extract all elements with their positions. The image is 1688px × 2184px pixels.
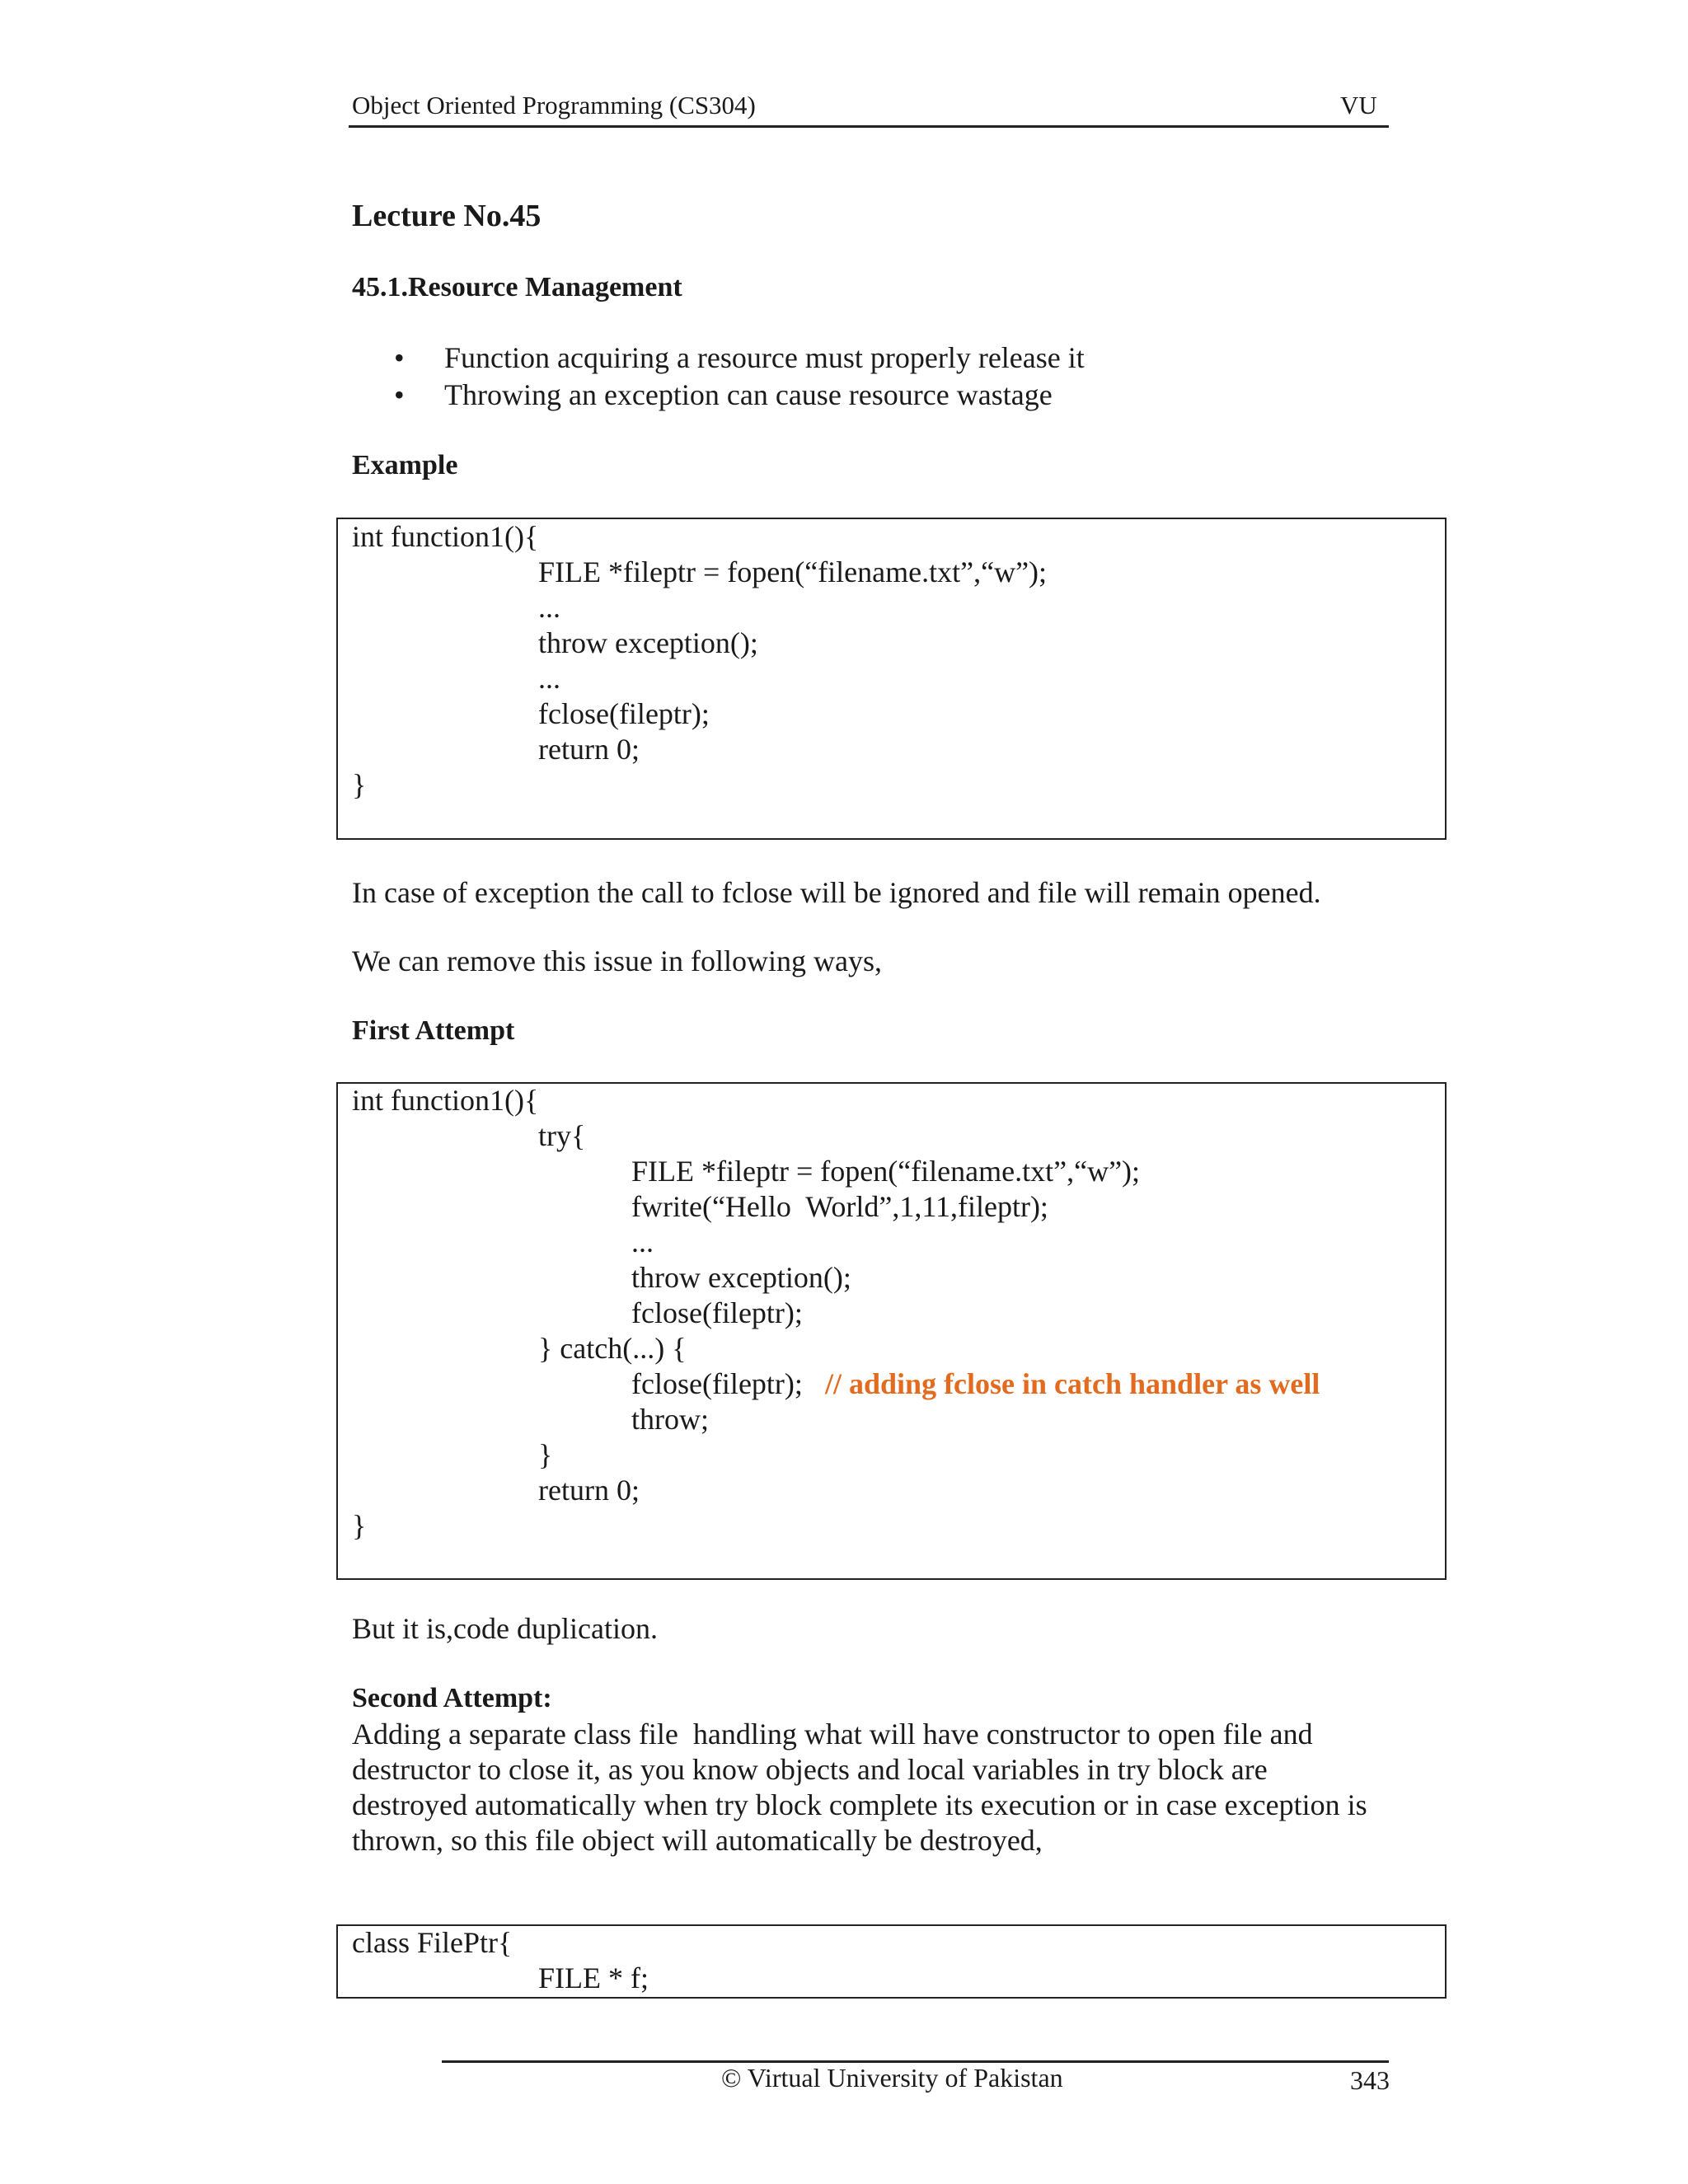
first-attempt-heading: First Attempt (352, 1015, 515, 1046)
bullet-dot: • (394, 341, 405, 374)
code-line: ... (538, 662, 560, 695)
code-line: fclose(fileptr); (631, 1296, 803, 1329)
code-line: fclose(fileptr); (631, 1367, 803, 1400)
example-heading: Example (352, 450, 458, 480)
header-rule (349, 125, 1389, 128)
code-line: int function1(){ (352, 1084, 539, 1117)
code-comment: // adding fclose in catch handler as well (825, 1367, 1320, 1400)
paragraph: But it is,code duplication. (352, 1612, 658, 1645)
lecture-title: Lecture No.45 (352, 199, 542, 233)
code-line: } (538, 1438, 553, 1471)
code-line: int function1(){ (352, 520, 539, 553)
paragraph: We can remove this issue in following ways, (352, 944, 882, 977)
code-line: } catch(...) { (538, 1332, 687, 1365)
code-line: } (352, 1509, 367, 1542)
code-line: FILE * f; (538, 1961, 649, 1994)
paragraph-line: destroyed automatically when try block complete its execution or in case exception is (352, 1788, 1367, 1821)
bullet-item: Function acquiring a resource must properly release it (444, 341, 1085, 374)
code-line: FILE *fileptr = fopen(“filename.txt”,“w”); (631, 1155, 1141, 1188)
code-line: try{ (538, 1119, 586, 1152)
header-course-title: Object Oriented Programming (CS304) (352, 91, 756, 120)
bullet-dot: • (394, 378, 405, 411)
code-line: ... (538, 591, 560, 624)
code-line: throw exception(); (631, 1261, 851, 1294)
paragraph-line: Adding a separate class file handling what will have constructor to open file and (352, 1718, 1313, 1750)
code-line: throw exception(); (538, 626, 758, 659)
code-line: class FilePtr{ (352, 1926, 513, 1959)
page-number: 343 (1350, 2065, 1390, 2095)
paragraph: In case of exception the call to fclose will be ignored and file will remain opened. (352, 876, 1321, 909)
footer-copyright: © Virtual University of Pakistan (721, 2063, 1063, 2093)
code-line: } (352, 768, 367, 801)
paragraph-line: destructor to close it, as you know objects and local variables in try block are (352, 1753, 1268, 1786)
code-line: return 0; (538, 733, 640, 766)
second-attempt-heading: Second Attempt: (352, 1683, 552, 1713)
code-line: throw; (631, 1403, 709, 1436)
code-line: fclose(fileptr); (538, 697, 710, 730)
header-org: VU (1340, 91, 1377, 120)
code-line: FILE *fileptr = fopen(“filename.txt”,“w”); (538, 555, 1048, 588)
code-line: ... (631, 1226, 654, 1258)
section-title: 45.1.Resource Management (352, 272, 682, 302)
bullet-item: Throwing an exception can cause resource wastage (444, 378, 1053, 411)
code-line: fwrite(“Hello World”,1,11,fileptr); (631, 1190, 1048, 1223)
paragraph-line: thrown, so this file object will automatically be destroyed, (352, 1824, 1043, 1857)
code-line: return 0; (538, 1474, 640, 1507)
